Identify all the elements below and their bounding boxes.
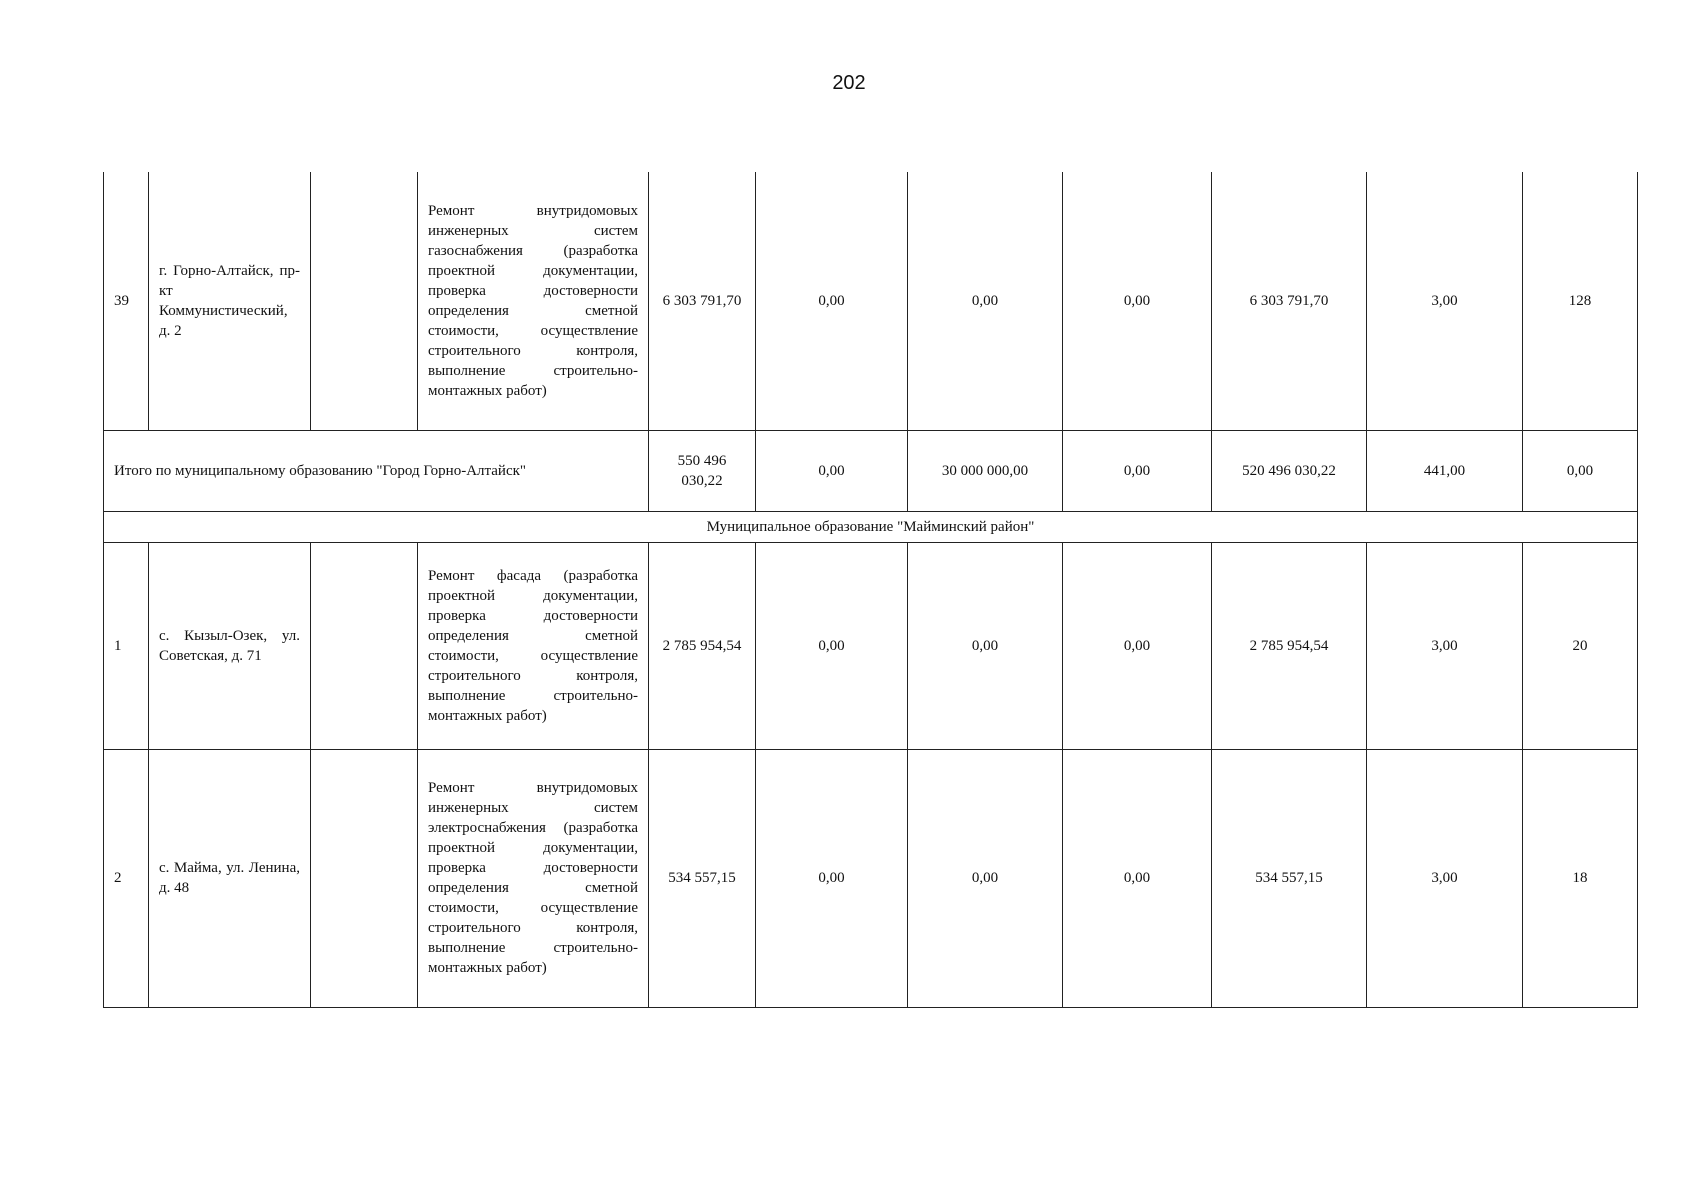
row-address: с. Кызыл-Озек, ул. Советская, д. 71 [149,542,311,749]
row-total-cost: 2 785 954,54 [649,542,756,749]
row-work-type: Ремонт внутридомовых инженерных систем электроснабжения (разработка проектной документации, проверка достоверности определения сметной стоимости, осуществление строительного контроля, выполнение строительно-монтажных работ) [418,749,649,1007]
subtotal-value-6: 0,00 [1523,430,1638,511]
row-value-2: 0,00 [908,172,1063,430]
table-row [104,172,1638,430]
row-value-1: 0,00 [756,542,908,749]
row-value-5: 3,00 [1367,172,1523,430]
subtotal-value-3: 0,00 [1063,430,1212,511]
table-row [104,542,1638,749]
row-number: 2 [104,749,149,1007]
page-number: 202 [832,72,866,94]
row-value-6: 128 [1523,172,1638,430]
row-total-cost: 534 557,15 [649,749,756,1007]
row-value-6: 20 [1523,542,1638,749]
row-work-type: Ремонт фасада (разработка проектной документации, проверка достоверности определения сметной стоимости, осуществление строительного контроля, выполнение строительно-монтажных работ) [418,542,649,749]
section-header-row [104,511,1638,542]
row-number: 1 [104,542,149,749]
row-value-6: 18 [1523,749,1638,1007]
row-empty-cell [311,172,418,430]
row-value-1: 0,00 [756,172,908,430]
row-value-3: 0,00 [1063,542,1212,749]
row-value-4: 6 303 791,70 [1212,172,1367,430]
subtotal-row [104,430,1638,511]
row-value-1: 0,00 [756,749,908,1007]
subtotal-total-cost: 550 496 030,22 [649,430,756,511]
row-value-3: 0,00 [1063,172,1212,430]
row-value-4: 2 785 954,54 [1212,542,1367,749]
row-work-type: Ремонт внутридомовых инженерных систем газоснабжения (разработка проектной документации, проверка достоверности определения сметной стоимости, осуществление строительного контроля, выполнение строительно-монтажных работ) [418,172,649,430]
subtotal-label: Итого по муниципальному образованию "Город Горно-Алтайск" [104,430,649,511]
subtotal-value-4: 520 496 030,22 [1212,430,1367,511]
section-title: Муниципальное образование "Майминский район" [104,511,1638,542]
row-empty-cell [311,542,418,749]
row-value-4: 534 557,15 [1212,749,1367,1007]
row-value-5: 3,00 [1367,542,1523,749]
subtotal-value-2: 30 000 000,00 [908,430,1063,511]
row-number: 39 [104,172,149,430]
row-value-2: 0,00 [908,749,1063,1007]
row-value-2: 0,00 [908,542,1063,749]
row-total-cost: 6 303 791,70 [649,172,756,430]
row-address: г. Горно-Алтайск, пр-кт Коммунистический, д. 2 [149,172,311,430]
row-value-3: 0,00 [1063,749,1212,1007]
subtotal-value-5: 441,00 [1367,430,1523,511]
row-empty-cell [311,749,418,1007]
capital-repair-table [103,172,1638,1008]
row-value-5: 3,00 [1367,749,1523,1007]
table-row [104,749,1638,1007]
row-address: с. Майма, ул. Ленина, д. 48 [149,749,311,1007]
subtotal-value-1: 0,00 [756,430,908,511]
